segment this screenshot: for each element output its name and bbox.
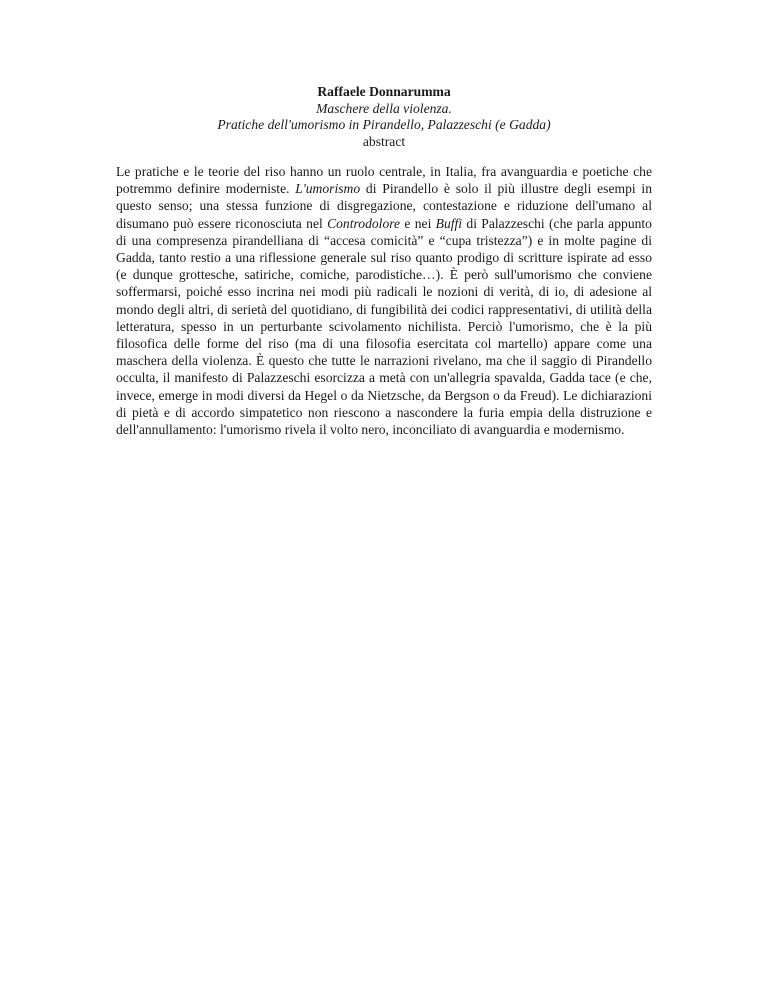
abstract-text-1: Le pratiche e le teorie del riso hanno un ruolo centrale, in Italia, fra avanguardia e poetiche che potremmo definire moderniste. — [116, 164, 652, 197]
abstract-text-3: e nei — [400, 215, 436, 231]
abstract-text-4: di Palazzeschi (che parla appunto di una compresenza pirandelliana di “accesa comicità” e “cupa tristezza”) e in molte pagine di Gadda, tanto restio a una riflessione generale sul riso quanto prodigo di scritture ispirate ad esso (e dunque grottesche, satiriche, comiche, parodistiche…). È però sull'umorismo che conviene soffermarsi, poiché esso incrina nei modi più radicali le nozioni di verità, di io, di adesione al mondo degli altri, di serietà del quotidiano, di fungibilità dei codici rappresentativi, di utilità della letteratura, spesso in un perturbante scivolamento nichilista. Perciò l'umorismo, che è la più filosofica delle forme del riso (ma di una filosofia esercitata col martello) appare come una maschera della violenza. È questo che tutte le narrazioni rivelano, ma che il saggio di Pirandello occulta, il manifesto di Palazzeschi esorcizza a metà con un'allegria spavalda, Gadda tace (e che, invece, emerge in modi diversi da Hegel o da Nietzsche, da Bergson o da Freud). Le dichiarazioni di pietà e di accordo simpatetico non riescono a nascondere la furia empia della distruzione e dell'annullamento: l'umorismo rivela il volto nero, inconciliato di avanguardia e modernismo. — [116, 215, 652, 438]
document-page — [116, 84, 652, 452]
work-title-buffi: Buffi — [435, 215, 463, 231]
work-title-umorismo: L'umorismo — [295, 181, 361, 197]
abstract-text-2: di Pirandello è solo il più illustre degli esempi in questo senso; una stessa funzione di disgregazione, contestazione e riduzione dell'umano al disumano può essere riconosciuta nel — [116, 181, 652, 231]
abstract-label: abstract — [362, 133, 406, 149]
work-title-controdolore: Controdolore — [327, 215, 401, 231]
document-header — [116, 84, 652, 150]
abstract-paragraph — [116, 163, 652, 438]
title-line-2: Pratiche dell'umorismo in Pirandello, Palazzeschi (e Gadda) — [217, 117, 551, 132]
title-line-1: Maschere della violenza. — [316, 100, 452, 116]
author-name: Raffaele Donnarumma — [317, 84, 451, 99]
